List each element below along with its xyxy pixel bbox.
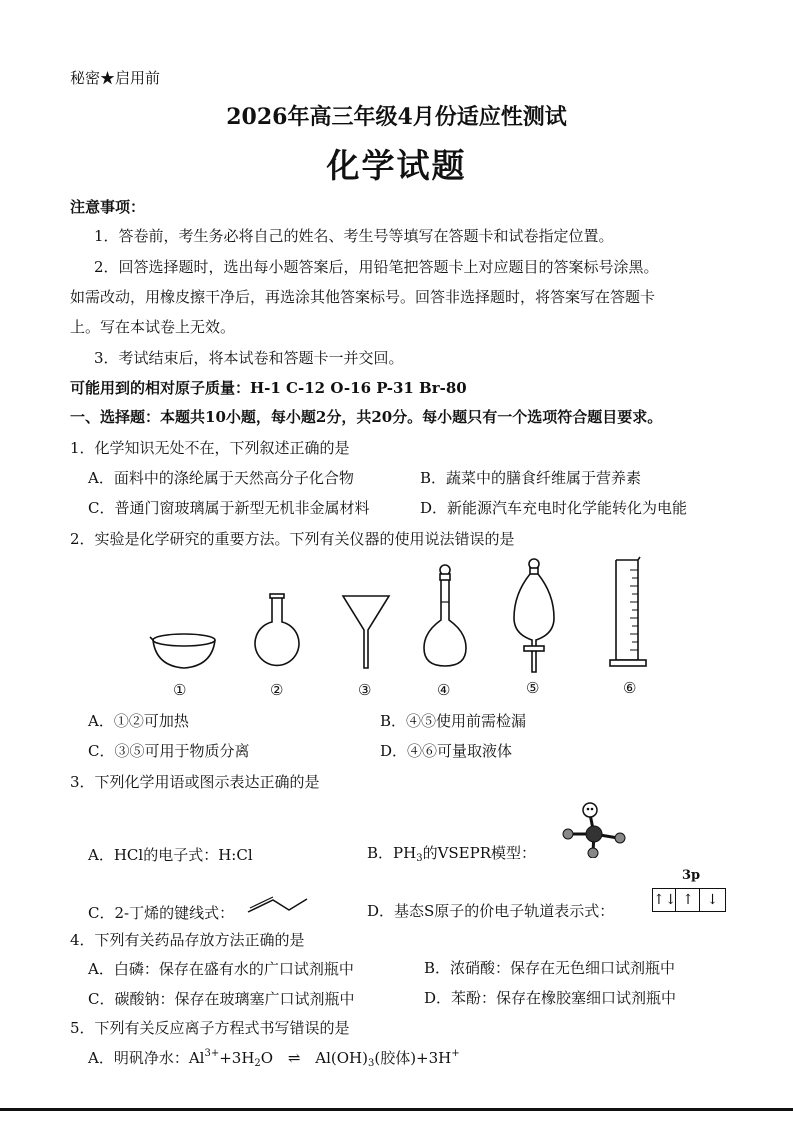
q5-a-mid3: Al(OH) — [315, 1049, 368, 1067]
q3-option-c: C．2-丁烯的键线式： — [88, 904, 235, 922]
q4-stem: 4．下列有关药品存放方法正确的是 — [70, 931, 305, 949]
funnel-icon — [340, 592, 392, 672]
q2-option-b: B．④⑤使用前需检漏 — [380, 712, 527, 730]
q3-option-d: D．基态S原子的价电子轨道表示式： — [367, 902, 615, 920]
apparatus-label-6: ⑥ — [623, 679, 637, 697]
q4-option-c: C．碳酸钠：保存在玻璃塞广口试剂瓶中 — [88, 990, 355, 1008]
orbital-cell-3: ↓ — [706, 892, 719, 908]
q3-b-rest: 的VSEPR模型： — [422, 844, 537, 862]
page-bottom-rule — [0, 1108, 793, 1111]
subject-title: 化学试题 — [326, 146, 467, 185]
notice-item-3: 3．考试结束后，将本试卷和答题卡一并交回。 — [94, 349, 404, 367]
q2-stem: 2．实验是化学研究的重要方法。下列有关仪器的使用说法错误的是 — [70, 530, 515, 548]
q3-stem: 3．下列化学用语或图示表达正确的是 — [70, 773, 320, 791]
apparatus-label-5: ⑤ — [526, 679, 540, 697]
q3-b-prefix: B．PH — [367, 844, 417, 862]
q5-a-sub1: 2 — [254, 1058, 261, 1069]
evaporating-dish-icon — [148, 628, 220, 674]
q5-a-mid1: +3H — [219, 1049, 255, 1067]
apparatus-label-1: ① — [173, 681, 187, 699]
q5-a-sup2: + — [451, 1048, 460, 1059]
q5-a-prefix: A．明矾净水：Al — [88, 1049, 205, 1067]
notice-heading: 注意事项： — [70, 198, 146, 216]
notice-item-2-end: 上。写在本试卷上无效。 — [70, 318, 236, 336]
separatory-funnel-icon — [508, 556, 560, 676]
q5-a-sub2: 3 — [367, 1058, 375, 1069]
exam-title: 2026年高三年级4月份适应性测试 — [226, 104, 567, 130]
q3-a-formula: H:Cl — [218, 846, 253, 864]
notice-item-1: 1．答卷前，考生务必将自己的姓名、考生号等填写在答题卡和试卷指定位置。 — [94, 227, 614, 245]
q5-a-mid2: O — [260, 1049, 274, 1067]
q2-option-c: C．③⑤可用于物质分离 — [88, 742, 250, 760]
q5-stem: 5．下列有关反应离子方程式书写错误的是 — [70, 1019, 350, 1037]
q4-option-a: A．白磷：保存在盛有水的广口试剂瓶中 — [88, 960, 354, 978]
graduated-cylinder-icon — [606, 556, 652, 670]
q5-a-mid4: (胶体)+3H — [374, 1049, 452, 1067]
orbital-cell-1: ↑↓ — [653, 889, 676, 911]
q2-option-a: A．①②可加热 — [88, 712, 189, 730]
q1-option-a: A．面料中的涤纶属于天然高分子化合物 — [88, 469, 354, 487]
q4-option-d: D．苯酚：保存在橡胶塞细口试剂瓶中 — [424, 989, 677, 1007]
q1-option-b: B．蔬菜中的膳食纤维属于营养素 — [420, 469, 642, 487]
equilibrium-arrow: ⇌ — [287, 1049, 301, 1067]
q1-option-d: D．新能源汽车充电时化学能转化为电能 — [420, 499, 688, 517]
q3-b-sub: 3 — [416, 853, 423, 864]
q4-option-b: B．浓硝酸：保存在无色细口试剂瓶中 — [424, 959, 676, 977]
butene-skeletal-icon — [245, 895, 311, 915]
q3-option-a — [88, 844, 253, 865]
orbital-label: 3p — [682, 868, 701, 883]
q5-option-a — [88, 1047, 460, 1069]
q3-option-b — [367, 842, 536, 864]
vsepr-model-icon — [560, 800, 630, 858]
volumetric-flask-icon — [420, 562, 470, 672]
section-heading: 一、选择题：本题共10小题，每小题2分，共20分。每小题只有一个选项符合题目要求。 — [70, 408, 663, 426]
q3-a-prefix: A．HCl的电子式： — [88, 846, 219, 864]
orbital-diagram — [652, 888, 726, 912]
q1-option-c: C．普通门窗玻璃属于新型无机非金属材料 — [88, 499, 370, 517]
orbital-cell-2: ↑ — [677, 889, 700, 911]
apparatus-label-4: ④ — [437, 681, 451, 699]
notice-item-2: 2．回答选择题时，选出每小题答案后，用铅笔把答题卡上对应题目的答案标号涂黑。 — [94, 258, 659, 276]
round-bottom-flask-icon — [252, 592, 304, 670]
secret-label: 秘密★启用前 — [70, 69, 161, 87]
q2-option-d: D．④⑥可量取液体 — [380, 742, 513, 760]
atomic-mass-line: 可能用到的相对原子质量：H-1 C-12 O-16 P-31 Br-80 — [70, 379, 467, 397]
notice-item-2-cont: 如需改动，用橡皮擦干净后，再选涂其他答案标号。回答非选择题时，将答案写在答题卡 — [70, 288, 656, 306]
apparatus-label-2: ② — [270, 681, 284, 699]
q5-a-sup1: 3+ — [204, 1048, 220, 1059]
apparatus-label-3: ③ — [358, 681, 372, 699]
q1-stem: 1．化学知识无处不在，下列叙述正确的是 — [70, 439, 350, 457]
